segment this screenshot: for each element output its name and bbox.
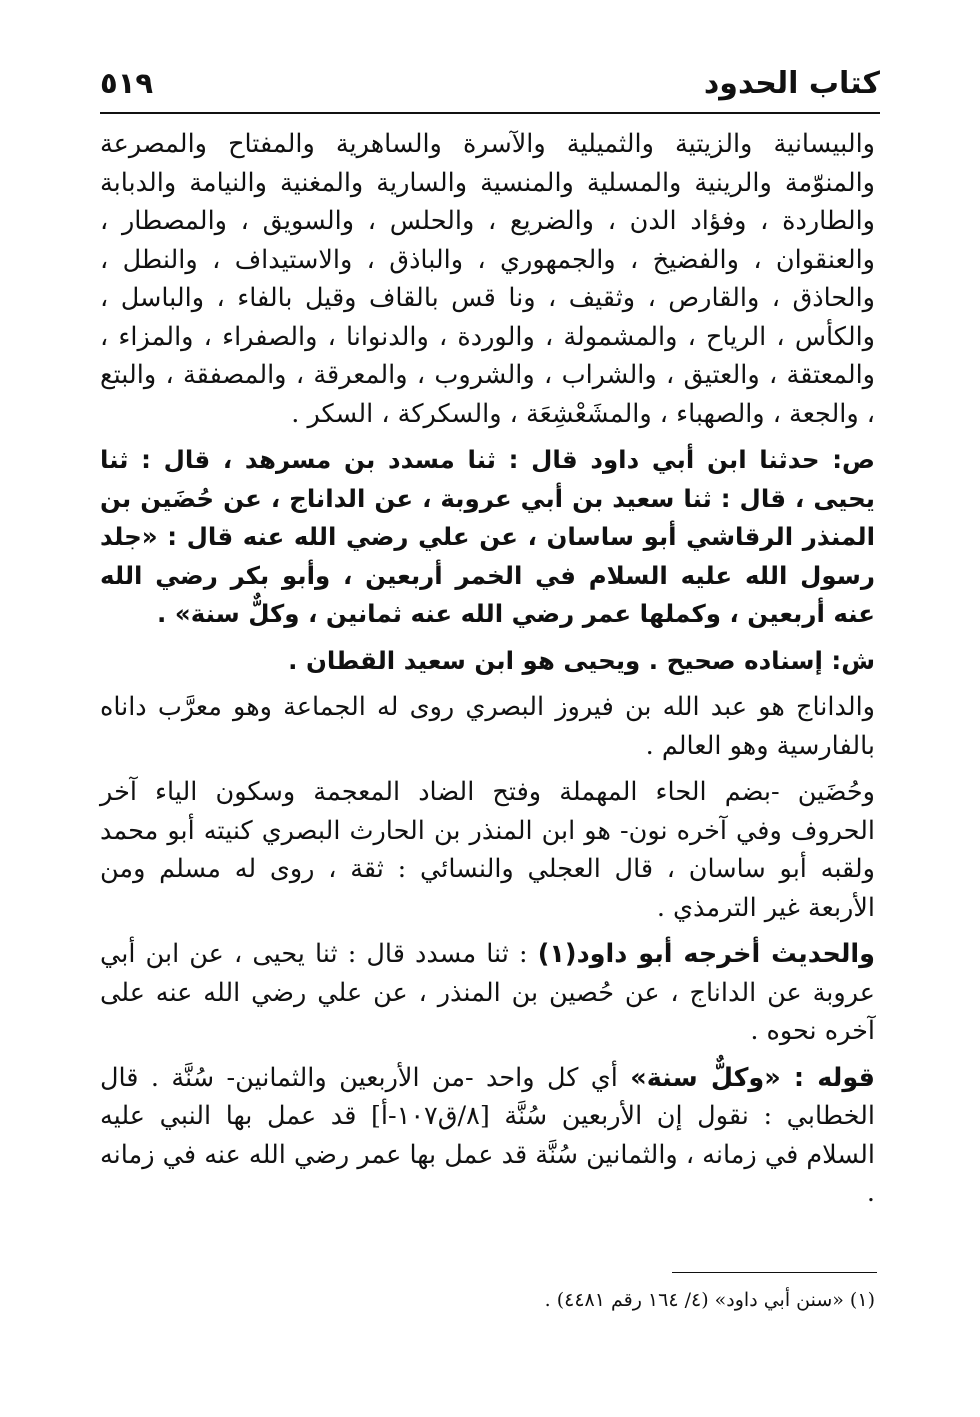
paragraph-danaj	[100, 688, 875, 765]
chapter-title: كتاب الحدود	[703, 66, 880, 101]
paragraph-hudain	[100, 773, 875, 927]
paragraph-text: وحُضَين -بضم الحاء المهملة وفتح الضاد المعجمة وسكون الياء آخر الحروف وفي آخره نون- هو ابن المنذر بن الحارث البصري كنيته أبو محمد ولقبه أبو ساسان ، قال العجلي والنسائي : ثقة ، روى له مسلم ومن الأربعة غير الترمذي .	[100, 777, 875, 923]
paragraph-wine-names	[100, 125, 875, 433]
paragraph-commentary-start	[100, 642, 875, 681]
page-header	[100, 58, 880, 110]
paragraph-lead: قوله : «وكلٌّ سنة»	[630, 1062, 876, 1093]
footnote: (١) «سنن أبي داود» (٤/ ١٦٤ رقم ٤٤٨١) .	[544, 1289, 875, 1311]
paragraph-abu-dawud	[100, 935, 875, 1051]
page-number: ٥١٩	[100, 66, 154, 100]
paragraph-text: حدثنا ابن أبي داود قال : ثنا مسدد بن مسرهد ، قال : ثنا يحيى ، قال : ثنا سعيد بن أبي عروبة ، عن الداناج ، عن حُضَين بن المنذر الرقاشي أبو ساسان ، عن علي رضي الله عنه قال : «جلد رسول الله عليه السلام في الخمر أربعين ، وأبو بكر رضي الله عنه أربعين ، وكملها عمر رضي الله عنه ثمانين ، وكلٌّ سنة» .	[100, 445, 875, 628]
paragraph-lead: ص:	[832, 445, 875, 474]
paragraph-text: إسناده صحيح . ويحيى هو ابن سعيد القطان .	[288, 645, 823, 675]
paragraph-text: والبيسانية والزيتية والثميلية والآسرة والساهرية والمفتاح والمصرعة والمنوّمة والرينية والمسلية والمنسية والسارية والمغنية والنيامة والدبابة والطاردة ، وفؤاد الدن ، والضريع ، والحلس ، والسويق ، والمصطار ، والعنقوان ، والفضيخ ، والجمهوري ، والباذق ، والاستيداف ، والنطل ، والحاذق ، والقارص ، وثقيف ، ونا قس بالقاف وقيل بالفاء ، والباسل ، والكأس ، الرياح ، والمشمولة ، والوردة ، والدنوانا ، والصفراء ، والمزاء ، والمعتقة ، والعتيق ، والشراب ، والشروب ، والمعرقة ، والمصفقة ، والبتع ، والجعة ، والصهباء ، والمشَعْشِعَة ، والسكركة ، السكر .	[100, 129, 875, 429]
header-divider	[100, 112, 880, 114]
paragraph-text: : ثنا مسدد قال : ثنا يحيى ، عن ابن أبي عروبة عن الداناج ، عن حُصين بن المنذر ، عن علي رضي الله عنه على آخره نحوه .	[100, 939, 875, 1046]
paragraph-sunna	[100, 1059, 875, 1213]
paragraph-lead: والحديث أخرجه أبو داود(١)	[537, 939, 875, 969]
paragraph-lead: ش:	[831, 645, 875, 675]
footnote-divider	[672, 1272, 877, 1273]
paragraph-text: أي كل واحد -من الأربعين والثمانين- سُنَّة . قال الخطابي : نقول إن الأربعين سُنَّة [٨/ق١٠٧-أ] قد عمل بها النبي عليه السلام في زمانه ، والثمانين سُنَّة قد عمل بها عمر رضي الله عنه في زمانه .	[100, 1062, 876, 1208]
main-text	[100, 125, 875, 1221]
paragraph-text: والداناج هو عبد الله بن فيروز البصري روى له الجماعة وهو معرَّب داناه بالفارسية وهو العالم .	[100, 692, 875, 761]
paragraph-hadith	[100, 441, 875, 634]
